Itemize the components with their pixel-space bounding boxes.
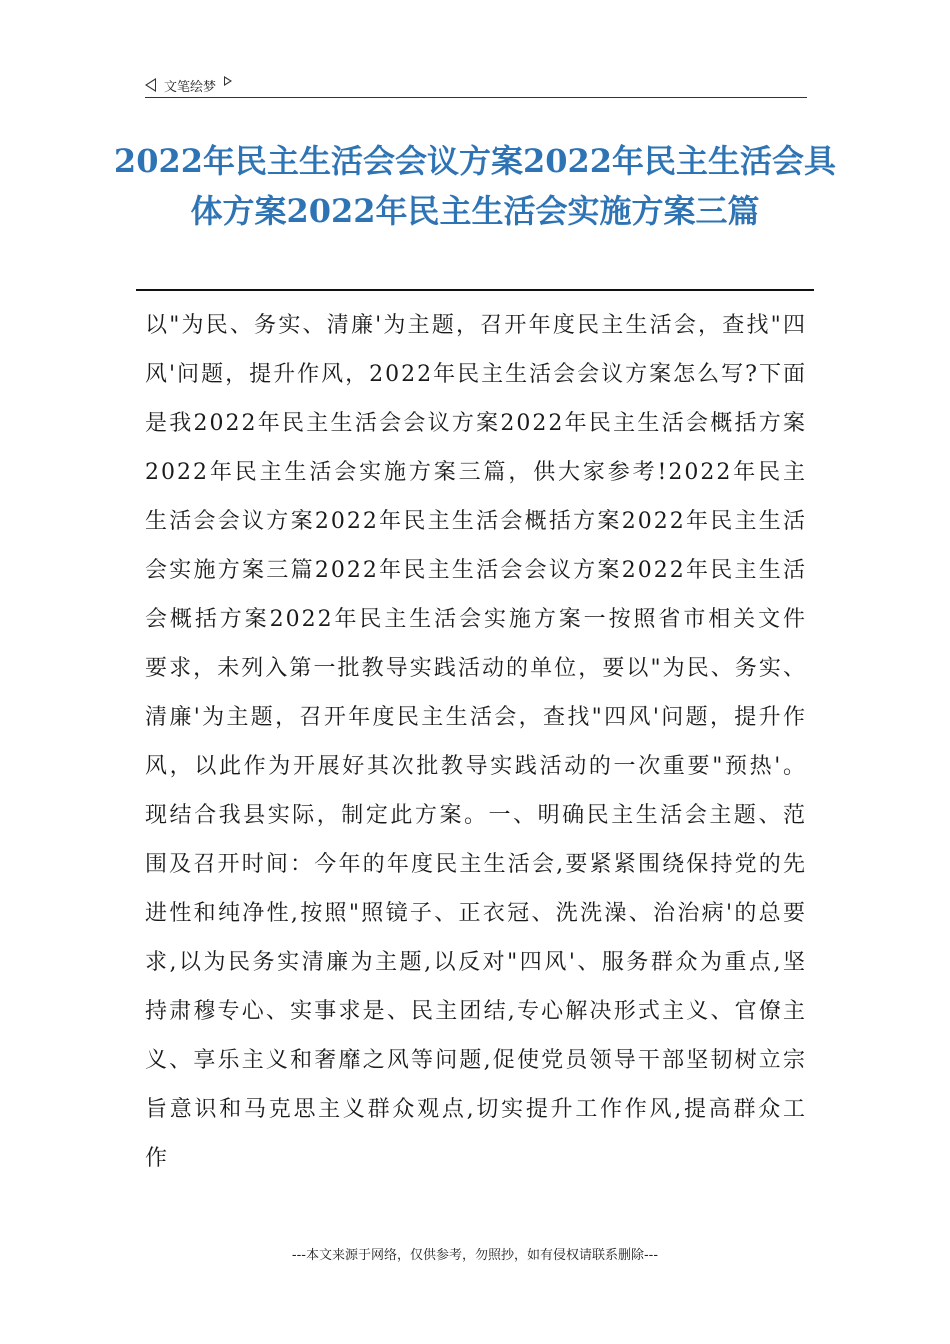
left-triangle-icon [145,78,156,92]
title-divider [136,289,814,291]
document-body: 以"为民、务实、清廉'为主题，召开年度民主生活会，查找"四风'问题，提升作风，2022年民主生活会会议方案怎么写?下面是我2022年民主生活会会议方案2022年民主生活会概括方案2022年民主生活会实施方案三篇，供大家参考!2022年民主生活会会议方案2022年民主生活会概括方案2022年民主生活会实施方案三篇2022年民主生活会会议方案2022年民主生活会概括方案2022年民主生活会实施方案一按照省市相关文件要求，未列入第一批教导实践活动的单位，要以"为民、务实、清廉'为主题，召开年度民主生活会，查找"四风'问题，提升作风，以此作为开展好其次批教导实践活动的一次重要"预热'。现结合我县实际，制定此方案。一、明确民主生活会主题、范围及召开时间：今年的年度民主生活会,要紧紧围绕保持党的先进性和纯净性,按照"照镜子、正衣冠、洗洗澡、治治病'的总要求,以为民务实清廉为主题,以反对"四风'、服务群众为重点,坚持肃穆专心、实事求是、民主团结,专心解决形式主义、官僚主义、享乐主义和奢靡之风等问题,促使党员领导干部坚韧树立宗旨意识和马克思主义群众观点,切实提升工作作风,提高群众工作 [145,313,807,1171]
header-divider [145,97,807,98]
right-triangle-icon [224,76,232,86]
page-header [145,74,807,96]
document-title: 2022年民主生活会会议方案2022年民主生活会具体方案2022年民主生活会实施方案三篇 [113,142,837,230]
page-footer: ---本文来源于网络，仅供参考，勿照抄，如有侵权请联系删除--- [291,1248,659,1263]
header-brand: 文笔绘梦 [164,79,217,95]
